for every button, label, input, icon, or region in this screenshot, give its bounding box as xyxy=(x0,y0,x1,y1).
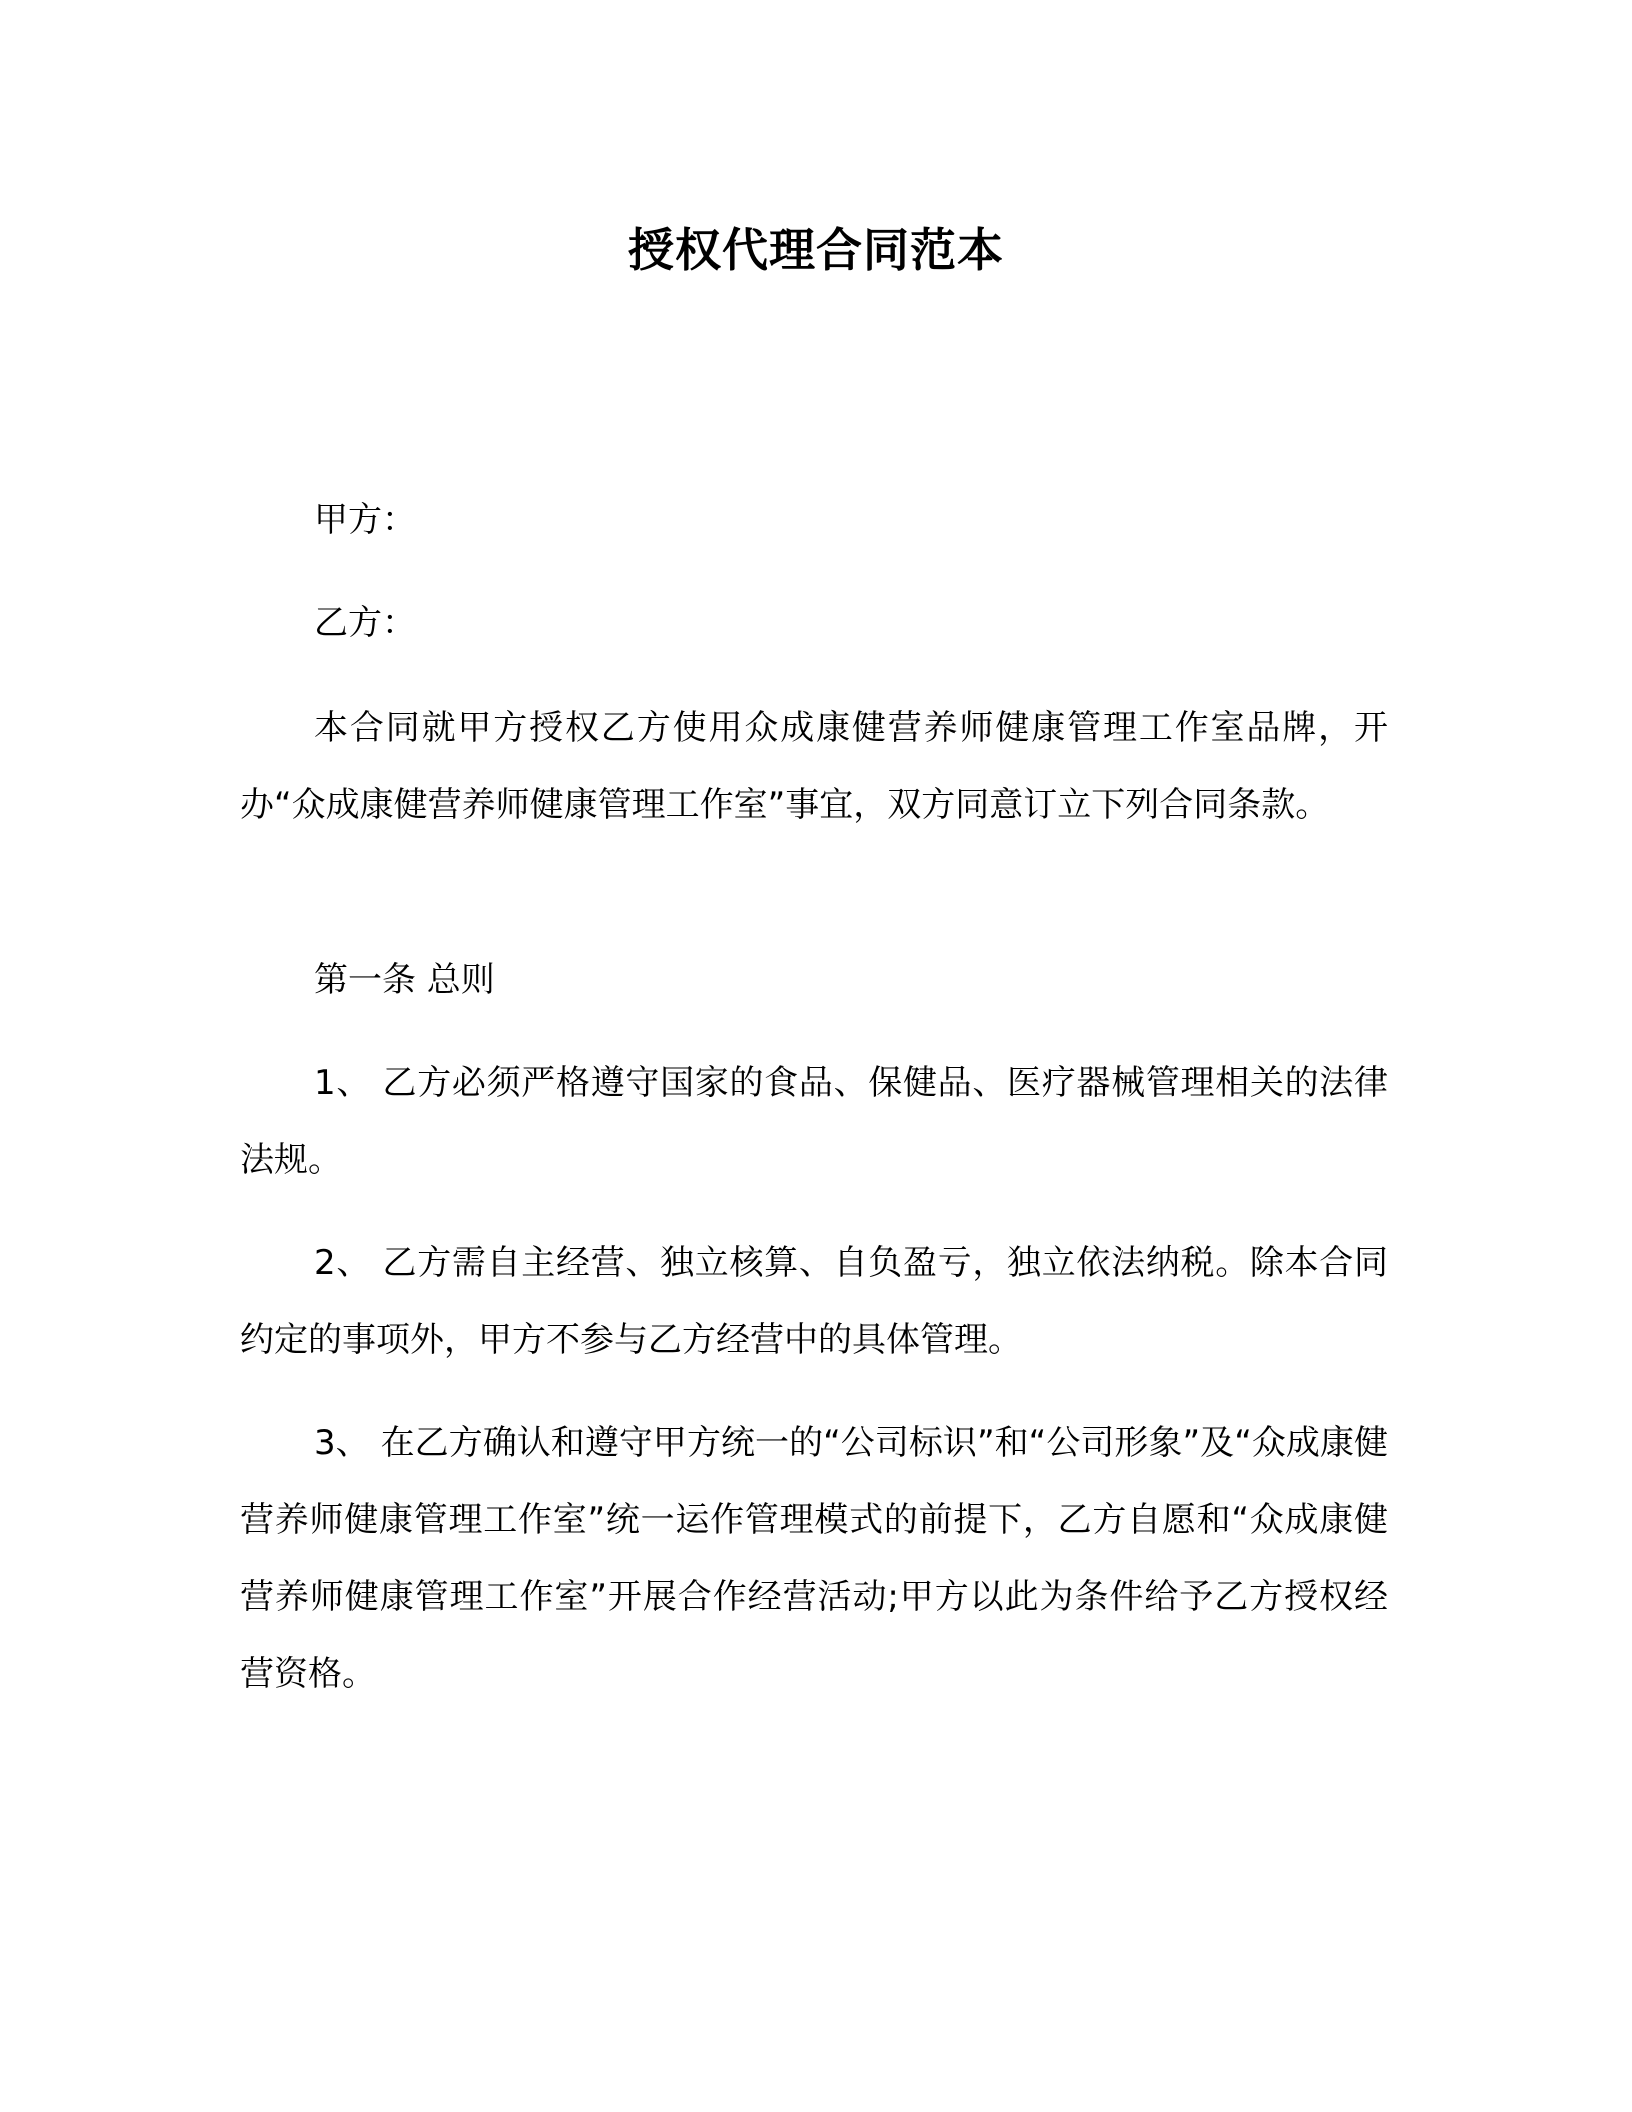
article-1-heading: 第一条 总则 xyxy=(314,960,495,1000)
clause-3: 3、 在乙方确认和遵守甲方统一的“公司标识”和“公司形象”及“众成康健营养师健康管理工作室”统一运作管理模式的前提下，乙方自愿和“众成康健营养师健康管理工作室”开展合作经营活动;甲方以此为条件给予乙方授权经营资格。 xyxy=(240,1423,1388,1694)
party-b-label: 乙方： xyxy=(314,603,416,643)
clause-2: 2、 乙方需自主经营、独立核算、自负盈亏，独立依法纳税。除本合同约定的事项外，甲方不参与乙方经营中的具体管理。 xyxy=(240,1243,1388,1360)
document-title: 授权代理合同范本 xyxy=(628,223,1004,277)
party-a-label: 甲方： xyxy=(314,500,416,540)
intro-paragraph: 本合同就甲方授权乙方使用众成康健营养师健康管理工作室品牌，开办“众成康健营养师健康管理工作室”事宜，双方同意订立下列合同条款。 xyxy=(240,708,1388,825)
clause-1: 1、 乙方必须严格遵守国家的食品、保健品、医疗器械管理相关的法律法规。 xyxy=(240,1063,1388,1180)
